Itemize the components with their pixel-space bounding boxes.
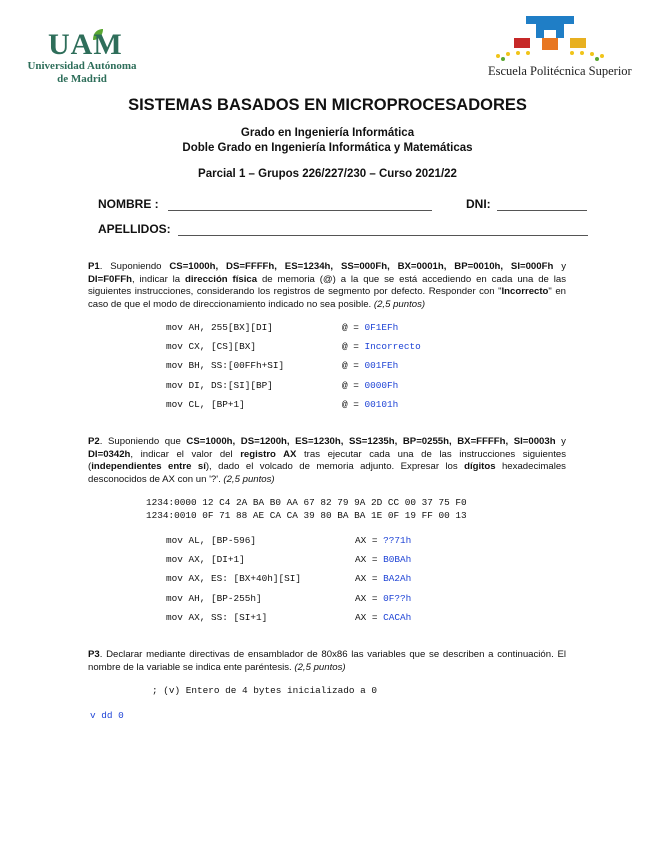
school-name: Escuela Politécnica Superior <box>488 64 632 78</box>
nombre-input-line[interactable] <box>168 210 432 211</box>
memory-dump-line-2: 1234:0010 0F 71 88 AE CA CA 39 80 BA BA 1E 0F 19 FF 00 13 <box>146 510 467 521</box>
apellidos-label: APELLIDOS: <box>98 222 171 236</box>
p2-number: P2 <box>88 436 100 447</box>
p2-instr-3: mov AX, ES: [BX+40h][SI] <box>166 573 302 584</box>
p1-answer-4: @ = 0000Fh <box>342 380 399 391</box>
memory-dump-line-1: 1234:0000 12 C4 2A BA B0 AA 67 82 79 9A 2D CC 00 37 75 F0 <box>146 497 467 508</box>
p1-answer-5: @ = 00101h <box>342 399 399 410</box>
exam-info: Parcial 1 – Grupos 226/227/230 – Curso 2021/22 <box>198 168 457 180</box>
dni-label: DNI: <box>466 197 491 211</box>
p1-instr-5: mov CL, [BP+1] <box>166 399 245 410</box>
p3-statement: P3. Declarar mediante directivas de ensamblador de 80x86 las variables que se describen a continuación. El nombre de la variable se indica ente paréntesis. (2,5 puntos) <box>88 649 566 673</box>
uam-logo-text: UAM <box>48 28 123 61</box>
p2-answer-1: AX = ??71h <box>355 535 412 546</box>
eps-emblem-icon <box>494 14 624 62</box>
p1-answer-3: @ = 001FEh <box>342 360 399 371</box>
eps-logo <box>486 14 636 84</box>
p3-number: P3 <box>88 649 100 660</box>
p1-answer-2: @ = Incorrecto <box>342 341 421 352</box>
nombre-label: NOMBRE : <box>98 197 159 211</box>
p1-instr-1: mov AH, 255[BX][DI] <box>166 322 273 333</box>
p1-instr-2: mov CX, [CS][BX] <box>166 341 257 352</box>
p2-answer-4: AX = 0F??h <box>355 593 412 604</box>
p1-statement: P1. Suponiendo CS=1000h, DS=FFFFh, ES=1234h, SS=000Fh, BX=0001h, BP=0010h, SI=000Fh y DI=F0FFh, indicar la dirección física de memoria (@) a la que se está accediendo en cada una de las siguientes instrucciones, considerando los registros de segmento por defecto. Responder con "Incorrecto" en caso de que el modo de direccionamiento indicado no sea posible. (2,5 puntos) <box>88 261 567 310</box>
p2-answer-5: AX = CACAh <box>355 612 412 623</box>
university-name-line2: de Madrid <box>57 73 107 85</box>
p2-statement: P2. Suponiendo que CS=1000h, DS=1200h, ES=1230h, SS=1235h, BP=0255h, BX=FFFFh, SI=0003h y DI=0342h, indicar el valor del registro AX tras ejecutar cada una de las instrucciones siguientes (independientes entre sí), dado el volcado de memoria adjunto. Expresar los dígitos hexadecimales desconocidos de AX con un '?'. (2,5 puntos) <box>88 436 566 485</box>
p2-answer-3: AX = BA2Ah <box>355 573 412 584</box>
p2-instr-2: mov AX, [DI+1] <box>166 554 245 565</box>
p2-instr-1: mov AL, [BP-596] <box>166 535 257 546</box>
apellidos-input-line[interactable] <box>178 235 588 236</box>
course-title: SISTEMAS BASADOS EN MICROPROCESADORES <box>128 96 527 114</box>
uam-logo <box>20 28 150 88</box>
p3-answer: v dd 0 <box>90 710 124 721</box>
p2-instr-4: mov AH, [BP-255h] <box>166 593 262 604</box>
p1-instr-3: mov BH, SS:[00FFh+SI] <box>166 360 285 371</box>
p2-answer-2: AX = B0BAh <box>355 554 412 565</box>
degree-line-2: Doble Grado en Ingeniería Informática y Matemáticas <box>182 142 473 154</box>
p1-answer-1: @ = 0F1EFh <box>342 322 399 333</box>
dni-input-line[interactable] <box>497 210 587 211</box>
degree-line-1: Grado en Ingeniería Informática <box>240 127 415 139</box>
p2-instr-5: mov AX, SS: [SI+1] <box>166 612 268 623</box>
p2-points: (2,5 puntos) <box>223 473 275 485</box>
p1-instr-4: mov DI, DS:[SI][BP] <box>166 380 273 391</box>
p3-points: (2,5 puntos) <box>294 661 346 673</box>
university-name-line1: Universidad Autónoma <box>27 60 137 72</box>
p1-points: (2,5 puntos) <box>373 298 426 310</box>
p1-number: P1 <box>88 261 100 272</box>
p3-comment: ; (v) Entero de 4 bytes inicializado a 0 <box>152 685 378 696</box>
